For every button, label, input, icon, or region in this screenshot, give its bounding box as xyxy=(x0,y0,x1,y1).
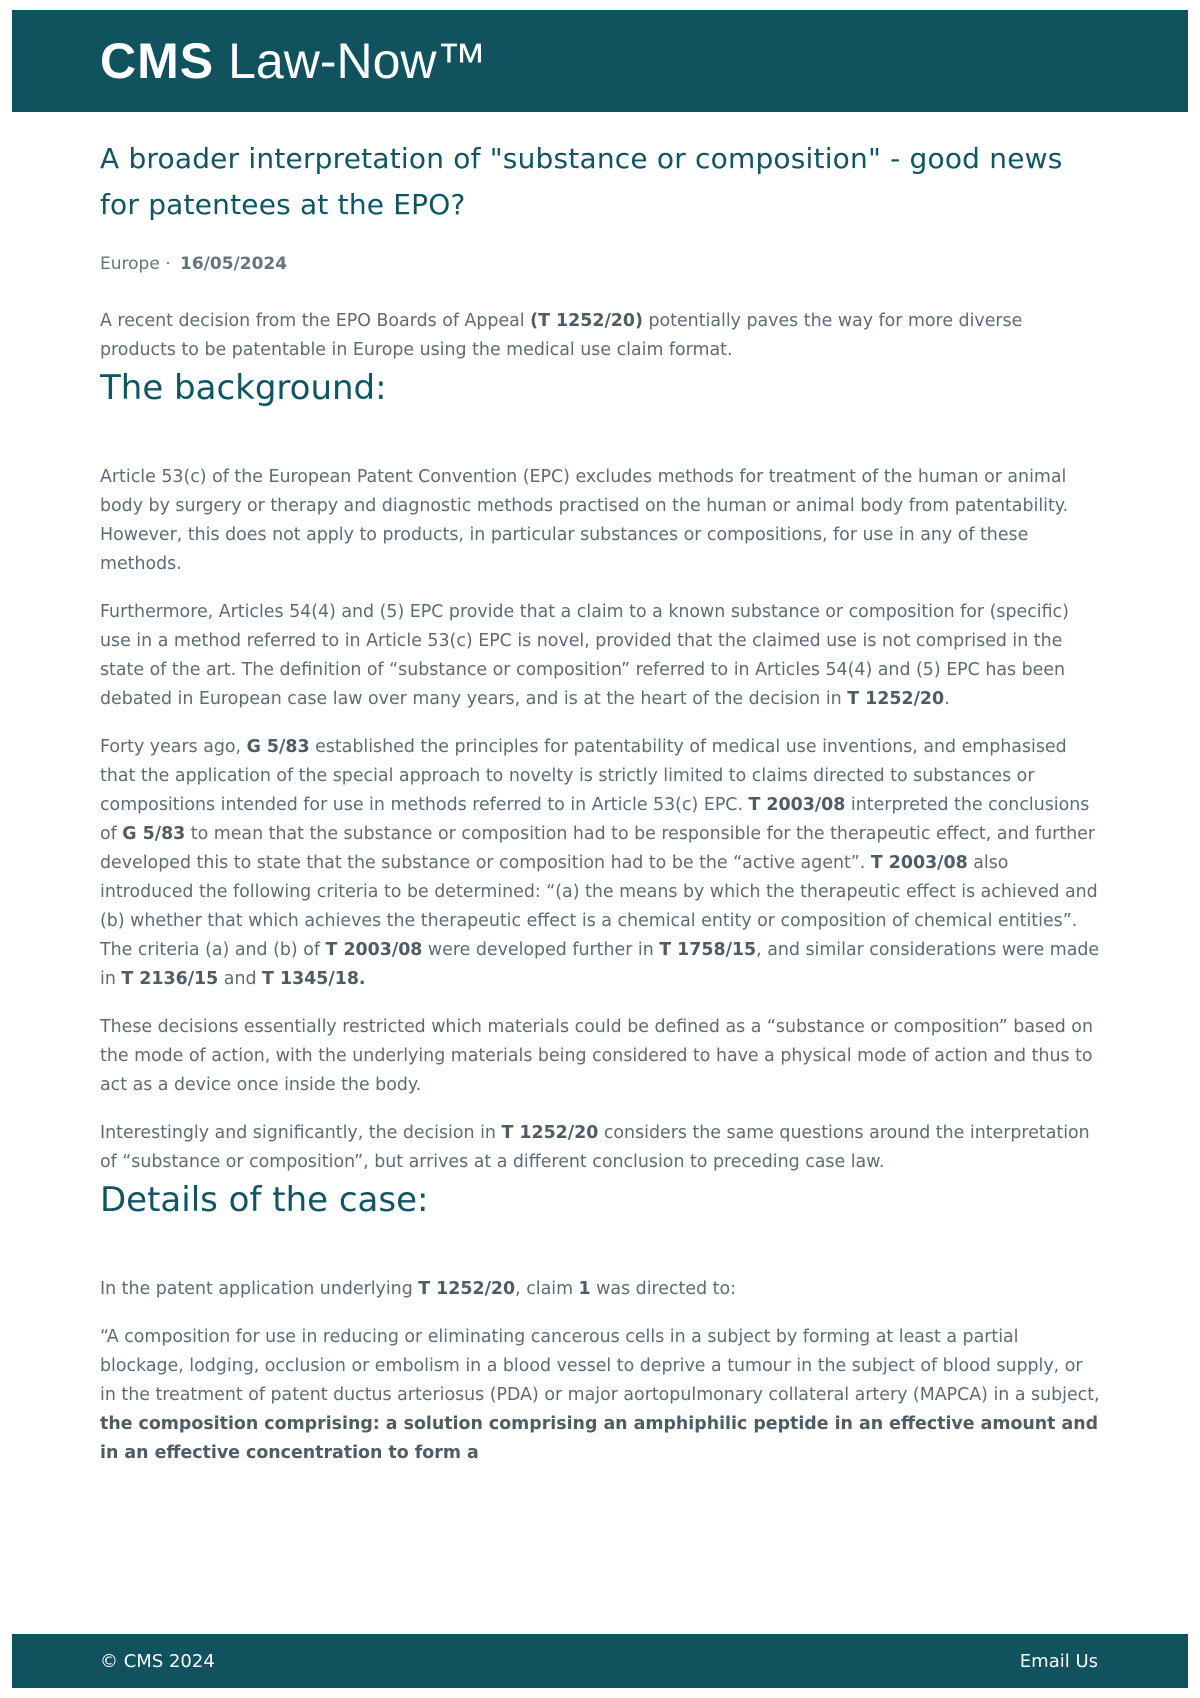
text-run: interpreted the conclusions of xyxy=(100,795,1090,844)
paragraph-claim-quote xyxy=(100,1323,1102,1468)
claim-emphasis: the composition comprising: a solution comprising an amphiphilic peptide in an effective amount and in an effective concentration to form a xyxy=(100,1414,1099,1463)
text-run: established the principles for patentability of medical use inventions, and emphasised that the application of the special approach to novelty is strictly limited to claims directed to substances or compositions intended for use in methods referred to in Article 53(c) EPC. xyxy=(100,737,1067,815)
case-ref: T 2003/08 xyxy=(325,940,423,960)
text-run: A recent decision from the EPO Boards of Appeal xyxy=(100,311,531,331)
case-ref: T 2003/08 xyxy=(748,795,846,815)
case-ref: T 2003/08 xyxy=(870,853,968,873)
intro-paragraph xyxy=(100,307,1102,365)
section-heading-details: Details of the case: xyxy=(100,1180,429,1220)
text-run: , and similar considerations were made in xyxy=(100,940,1100,989)
case-ref: G 5/83 xyxy=(122,824,186,844)
text-run: potentially paves the way for more diverse products to be patentable in Europe using the medical use claim format. xyxy=(100,311,1023,360)
article-date: 16/05/2024 xyxy=(180,254,288,274)
case-ref: T 1345/18. xyxy=(262,969,366,989)
logo-law-now-text: Law-Now™ xyxy=(228,33,487,89)
paragraph-case-history xyxy=(100,733,1102,994)
text-run: was directed to: xyxy=(590,1279,736,1299)
meta-separator: · xyxy=(165,254,171,274)
case-ref: T 1252/20 xyxy=(847,689,945,709)
paragraph-claim-intro xyxy=(100,1275,1102,1304)
footer-bar xyxy=(12,1634,1188,1688)
text-run: In the patent application underlying xyxy=(100,1279,419,1299)
claim-number: 1 xyxy=(578,1279,591,1299)
case-ref: T 1758/15 xyxy=(659,940,757,960)
section-heading-background: The background: xyxy=(100,368,387,408)
case-ref: T 1252/20 xyxy=(418,1279,516,1299)
paragraph-article-53c: Article 53(c) of the European Patent Convention (EPC) excludes methods for treatment of the human or animal body by surgery or therapy and diagnostic methods practised on the human or animal body from patentability. However, this does not apply to products, in particular substances or compositions, for use in any of these methods. xyxy=(100,467,1069,574)
paragraph-articles-54 xyxy=(100,598,1102,714)
case-ref: G 5/83 xyxy=(246,737,310,757)
article-meta xyxy=(100,254,1102,274)
text-run: Interestingly and significantly, the decision in xyxy=(100,1123,502,1143)
paragraph-restrictions: These decisions essentially restricted which materials could be defined as a “substance or composition” based on the mode of action, with the underlying materials being considered to have a physical mode of action and thus to act as a device once inside the body. xyxy=(100,1017,1093,1095)
case-ref: (T 1252/20) xyxy=(530,311,643,331)
article-content xyxy=(100,136,1102,1468)
text-run: to mean that the substance or composition had to be responsible for the therapeutic effect, and further developed this to state that the substance or composition had to be the “active agent”. xyxy=(100,824,1096,873)
text-run: “A composition for use in reducing or eliminating cancerous cells in a subject by forming at least a partial blockage, lodging, occlusion or embolism in a blood vessel to deprive a tumour in the subject of blood supply, or in the treatment of patent ductus arteriosus (PDA) or major aortopulmonary collateral artery (MAPCA) in a subject, xyxy=(100,1327,1100,1405)
case-ref: T 1252/20 xyxy=(501,1123,599,1143)
text-run: , claim xyxy=(515,1279,579,1299)
email-us-link[interactable]: Email Us xyxy=(1019,1650,1098,1672)
copyright-text: © CMS 2024 xyxy=(100,1650,215,1672)
text-run: Furthermore, Articles 54(4) and (5) EPC provide that a claim to a known substance or composition for (specific) use in a method referred to in Article 53(c) EPC is novel, provided that the claimed use is not comprised in the state of the art. The definition of “substance or composition” referred to in Articles 54(4) and (5) EPC has been debated in European case law over many years, and is at the heart of the decision in xyxy=(100,602,1069,709)
cms-law-now-logo[interactable] xyxy=(100,32,487,90)
article-title: A broader interpretation of "substance or composition" - good news for patentees at the EPO? xyxy=(100,142,1063,221)
text-run: also introduced the following criteria to be determined: “(a) the means by which the therapeutic effect is achieved and (b) whether that which achieves the therapeutic effect is a chemical entity or composition of chemical entities”. The criteria (a) and (b) of xyxy=(100,853,1098,960)
article-region: Europe xyxy=(100,254,160,274)
paragraph-significance xyxy=(100,1119,1102,1177)
text-run: Forty years ago, xyxy=(100,737,247,757)
text-run: and xyxy=(218,969,263,989)
case-ref: T 2136/15 xyxy=(121,969,219,989)
text-run: considers the same questions around the interpretation of “substance or composition”, but arrives at a different conclusion to preceding case law. xyxy=(100,1123,1090,1172)
logo-cms-text: CMS xyxy=(100,33,215,89)
text-run: were developed further in xyxy=(422,940,660,960)
text-run: . xyxy=(944,689,950,709)
header-bar xyxy=(12,10,1188,112)
